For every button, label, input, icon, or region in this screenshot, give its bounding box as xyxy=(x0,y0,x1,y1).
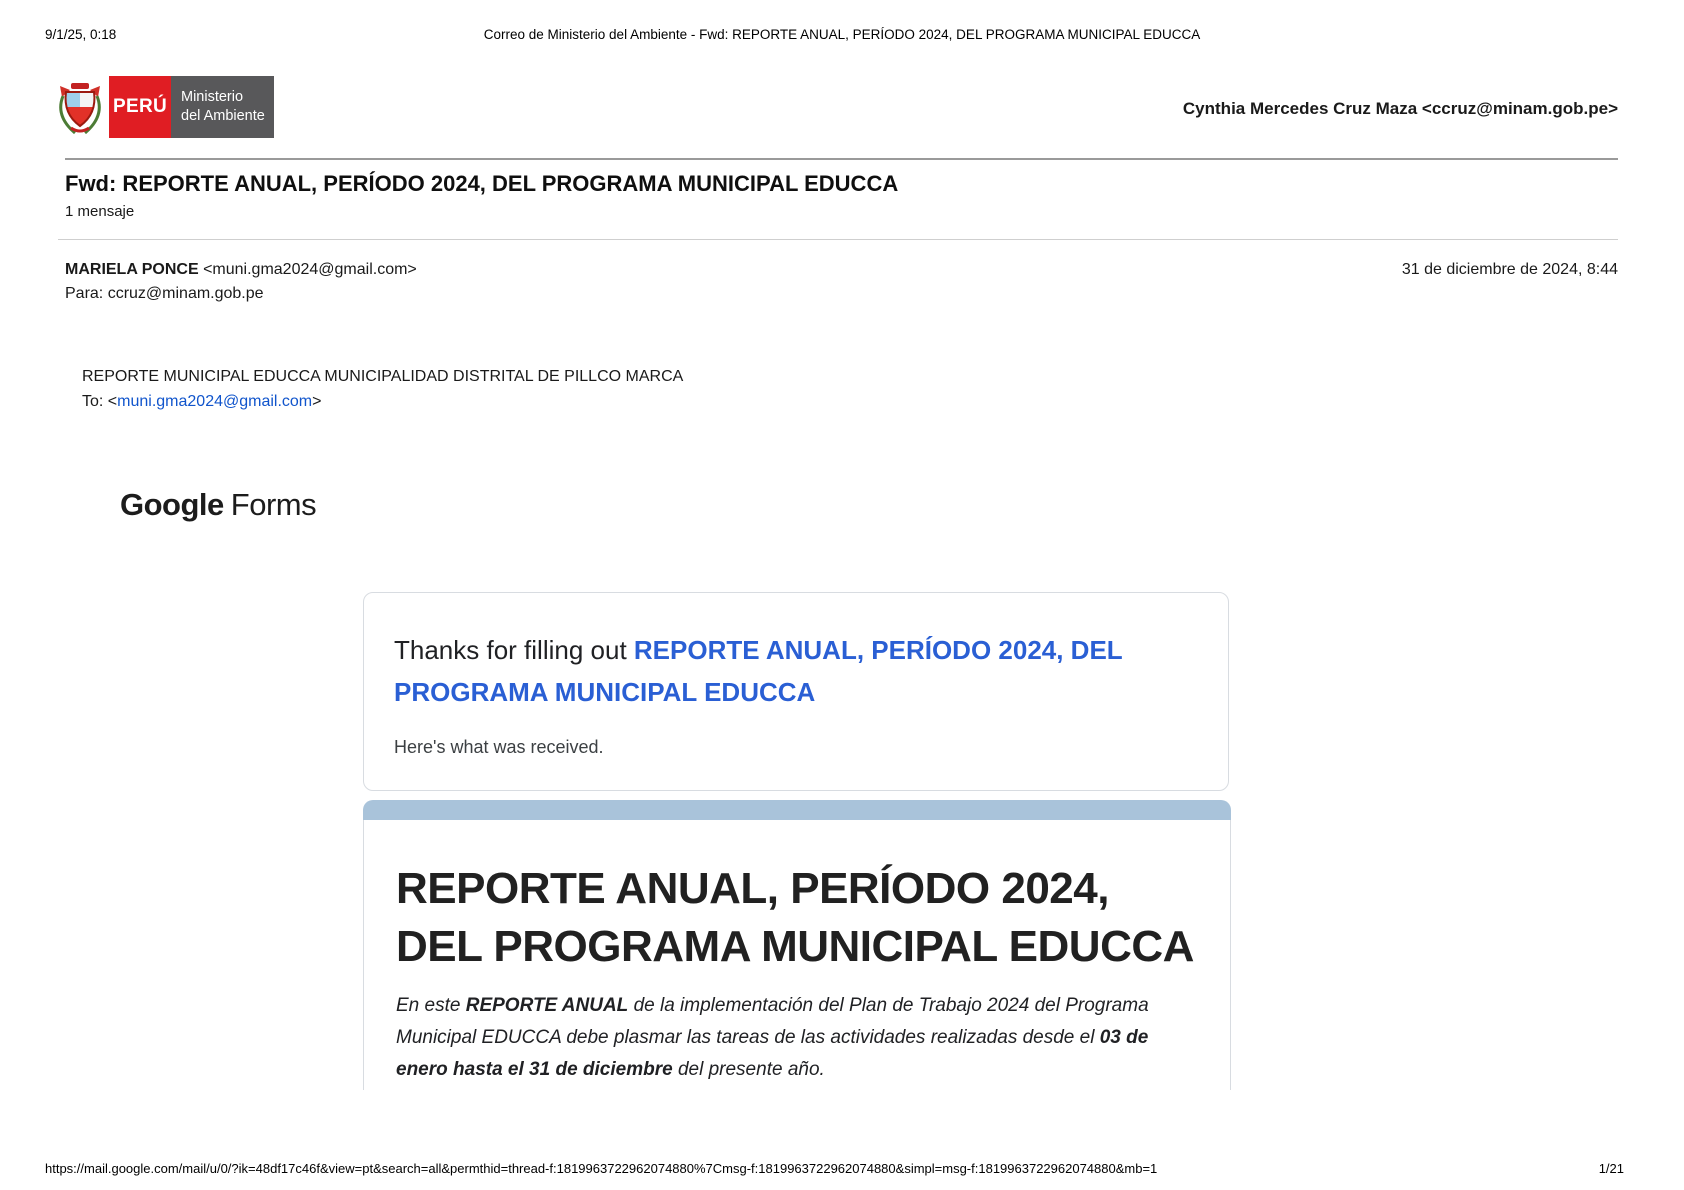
message-count: 1 mensaje xyxy=(65,203,135,220)
form-description xyxy=(396,990,1198,1086)
message-divider xyxy=(58,239,1618,240)
print-document-title: Correo de Ministerio del Ambiente - Fwd: REPORTE ANUAL, PERÍODO 2024, DEL PROGRAMA MUNICIPAL EDUCCA xyxy=(483,27,1201,42)
sender-email: <muni.gma2024@gmail.com> xyxy=(198,261,417,278)
form-title: REPORTE ANUAL, PERÍODO 2024, DEL PROGRAMA MUNICIPAL EDUCCA xyxy=(396,864,1194,971)
sender-name: MARIELA PONCE xyxy=(65,261,199,278)
from-line xyxy=(65,261,417,279)
forwarded-to-email-link[interactable]: muni.gma2024@gmail.com xyxy=(117,393,313,410)
form-description-bold: 03 de enero hasta el 31 de diciembre xyxy=(396,1027,1149,1080)
thanks-prefix: Thanks for filling out xyxy=(394,635,634,665)
form-description-text: del presente año. xyxy=(672,1059,825,1080)
forwarded-to-line xyxy=(82,393,321,411)
ministry-name-line1: Ministerio xyxy=(181,89,244,105)
peru-wordmark: PERÚ xyxy=(109,76,171,138)
thanks-card-title xyxy=(394,629,1198,713)
form-response-card xyxy=(363,800,1231,1090)
google-logo-text: Google xyxy=(120,487,224,522)
peru-coat-of-arms-icon xyxy=(57,76,103,138)
account-owner: Cynthia Mercedes Cruz Maza <ccruz@minam.gob.pe> xyxy=(1182,99,1618,118)
to-line: Para: ccruz@minam.gob.pe xyxy=(65,285,264,302)
form-title-link[interactable]: REPORTE ANUAL, PERÍODO 2024, DEL PROGRAMA MUNICIPAL EDUCCA xyxy=(394,635,1123,707)
form-description-text: En este xyxy=(396,995,466,1016)
form-description-text: de la implementación del Plan de Trabajo 2024 del Programa Municipal EDUCCA debe plasmar las tareas de las actividades realizadas desde el xyxy=(396,995,1149,1048)
print-datetime: 9/1/25, 0:18 xyxy=(45,27,117,42)
form-card-header-bar xyxy=(363,800,1231,820)
google-forms-logo xyxy=(120,487,316,523)
forwarded-to-suffix: > xyxy=(312,393,322,410)
thanks-card-subtitle: Here's what was received. xyxy=(394,737,604,757)
forms-logo-text: Forms xyxy=(230,487,317,522)
form-description-bold: REPORTE ANUAL xyxy=(465,995,629,1016)
header-divider xyxy=(65,158,1618,160)
minam-logo xyxy=(57,76,274,138)
print-footer-url: https://mail.google.com/mail/u/0/?ik=48df17c46f&view=pt&search=all&permthid=thread-f:1819963722962074880%7Cmsg-f:1819963722962074880&simpl=msg-f:1819963722962074880&mb=1 xyxy=(45,1161,1158,1176)
print-footer-page-number: 1/21 xyxy=(1598,1161,1624,1176)
thanks-card xyxy=(363,592,1229,791)
forwarded-to-prefix: To: < xyxy=(82,393,118,410)
forwarded-sender: REPORTE MUNICIPAL EDUCCA MUNICIPALIDAD DISTRITAL DE PILLCO MARCA xyxy=(82,368,684,385)
message-date: 31 de diciembre de 2024, 8:44 xyxy=(1401,261,1618,278)
ministry-name-line2: del Ambiente xyxy=(181,108,265,124)
ministry-name xyxy=(171,76,274,138)
form-card-body xyxy=(363,820,1231,1090)
email-subject: Fwd: REPORTE ANUAL, PERÍODO 2024, DEL PROGRAMA MUNICIPAL EDUCCA xyxy=(65,171,899,196)
